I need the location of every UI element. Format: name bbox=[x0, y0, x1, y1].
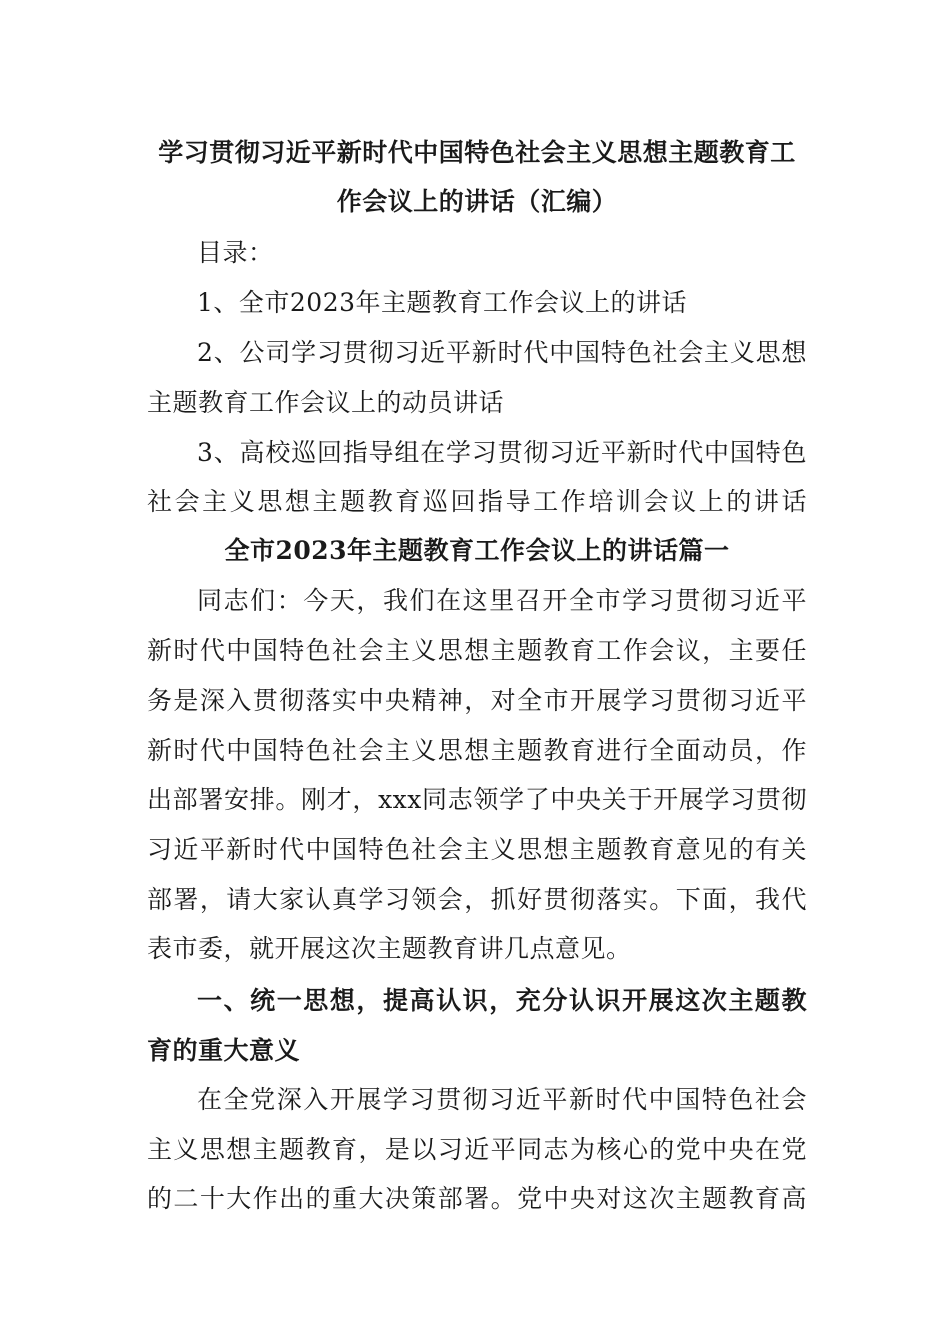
document-title-line-2: 作会议上的讲话（汇编） bbox=[336, 187, 618, 216]
paragraph-line: 务是深入贯彻落实中央精神，对全市开展学习贯彻习近平 bbox=[147, 686, 807, 715]
toc-heading: 目录： bbox=[197, 238, 274, 267]
paragraph-line: 部署，请大家认真学习领会，抓好贯彻落实。下面，我代 bbox=[147, 885, 807, 914]
paragraph-line: 新时代中国特色社会主义思想主题教育进行全面动员，作 bbox=[147, 736, 807, 765]
document-title-line-1: 学习贯彻习近平新时代中国特色社会主义思想主题教育工 bbox=[158, 138, 796, 167]
subheading-line-1: 一、统一思想，提高认识，充分认识开展这次主题教 bbox=[197, 986, 807, 1015]
paragraph-line: 新时代中国特色社会主义思想主题教育工作会议，主要任 bbox=[147, 636, 807, 665]
toc-item-2-line-1: 2、公司学习贯彻习近平新时代中国特色社会主义思想 bbox=[197, 338, 807, 367]
paragraph-line: 同志们：今天，我们在这里召开全市学习贯彻习近平 bbox=[197, 586, 807, 615]
paragraph-line: 的二十大作出的重大决策部署。党中央对这次主题教育高 bbox=[147, 1184, 807, 1213]
toc-item-3-line-1: 3、高校巡回指导组在学习贯彻习近平新时代中国特色 bbox=[197, 438, 807, 467]
paragraph-line: 出部署安排。刚才，xxx同志领学了中央关于开展学习贯彻 bbox=[147, 785, 807, 814]
toc-item-3-line-2: 社会主义思想主题教育巡回指导工作培训会议上的讲话 bbox=[147, 487, 807, 516]
toc-item-2-line-2: 主题教育工作会议上的动员讲话 bbox=[147, 388, 505, 417]
paragraph-line: 在全党深入开展学习贯彻习近平新时代中国特色社会 bbox=[197, 1085, 807, 1114]
paragraph-line: 主义思想主题教育，是以习近平同志为核心的党中央在党 bbox=[147, 1135, 807, 1164]
paragraph-line: 表市委，就开展这次主题教育讲几点意见。 bbox=[147, 934, 632, 963]
section-heading: 全市2023年主题教育工作会议上的讲话篇一 bbox=[224, 536, 730, 565]
paragraph-line: 习近平新时代中国特色社会主义思想主题教育意见的有关 bbox=[147, 835, 807, 864]
subheading-line-2: 育的重大意义 bbox=[147, 1036, 301, 1065]
toc-item-1: 1、全市2023年主题教育工作会议上的讲话 bbox=[197, 288, 688, 317]
